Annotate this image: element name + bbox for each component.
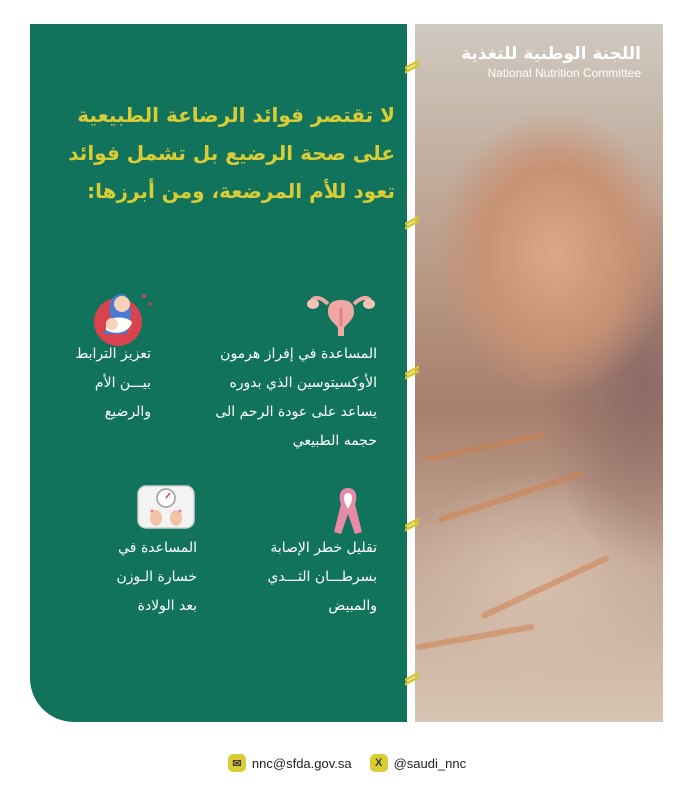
mail-icon: ✉ — [228, 754, 246, 772]
divider-mark — [403, 670, 421, 678]
benefit-line: بعد الولادة — [137, 598, 197, 614]
infographic-card — [30, 24, 663, 722]
divider-mark — [403, 214, 421, 222]
email-address[interactable]: nnc@sfda.gov.sa — [251, 755, 352, 771]
footer — [0, 748, 694, 778]
benefit-line: والمبيض — [328, 598, 377, 614]
benefit-line: المساعدة في إفراز هرمون — [220, 346, 377, 362]
email-contact[interactable] — [228, 754, 352, 772]
benefit-line: تقليل خطر الإصابة — [270, 540, 377, 556]
nnc-logo — [461, 44, 641, 80]
benefit-oxytocin — [187, 340, 377, 456]
benefit-line: خسارة الـوزن — [116, 569, 197, 585]
benefit-line: حجمه الطبيعي — [292, 433, 377, 449]
divider-mark — [403, 516, 421, 524]
headline-line: تعود للأم المرضعة، ومن أبرزها: — [87, 179, 395, 203]
logo-arabic: اللجنة الوطنية للتغذية — [461, 44, 641, 64]
uterus-icon — [306, 286, 376, 342]
benefit-line: والرضيع — [104, 404, 151, 420]
social-handle[interactable]: @saudi_nnc — [393, 755, 467, 771]
breastfeeding-photo — [415, 24, 663, 722]
benefit-line: الأوكسيتوسين الذي بدوره — [229, 375, 377, 391]
headline-line: على صحة الرضيع بل تشمل فوائد — [68, 141, 395, 165]
benefit-line: المساعدة في — [118, 540, 197, 556]
benefit-line: يساعد على عودة الرحم الى — [215, 404, 377, 420]
weight-scale-icon — [136, 484, 196, 534]
benefit-line: تعزيز الترابط — [75, 346, 151, 362]
pink-ribbon-icon — [330, 484, 366, 540]
divider-mark — [403, 364, 421, 372]
benefit-line: بيـــن الأم — [94, 375, 151, 391]
benefit-weight-loss — [77, 534, 197, 621]
benefit-bonding — [41, 340, 151, 427]
divider-mark — [403, 58, 421, 66]
headline-line: لا تقتصر فوائد الرضاعة الطبيعية — [77, 103, 395, 127]
social-contact[interactable] — [370, 754, 466, 772]
benefit-line: بسرطـــان الثـــدي — [267, 569, 377, 585]
headline — [55, 96, 395, 210]
logo-english: National Nutrition Committee — [487, 66, 641, 80]
x-logo-icon: X — [370, 754, 388, 772]
benefit-cancer-risk — [217, 534, 377, 621]
